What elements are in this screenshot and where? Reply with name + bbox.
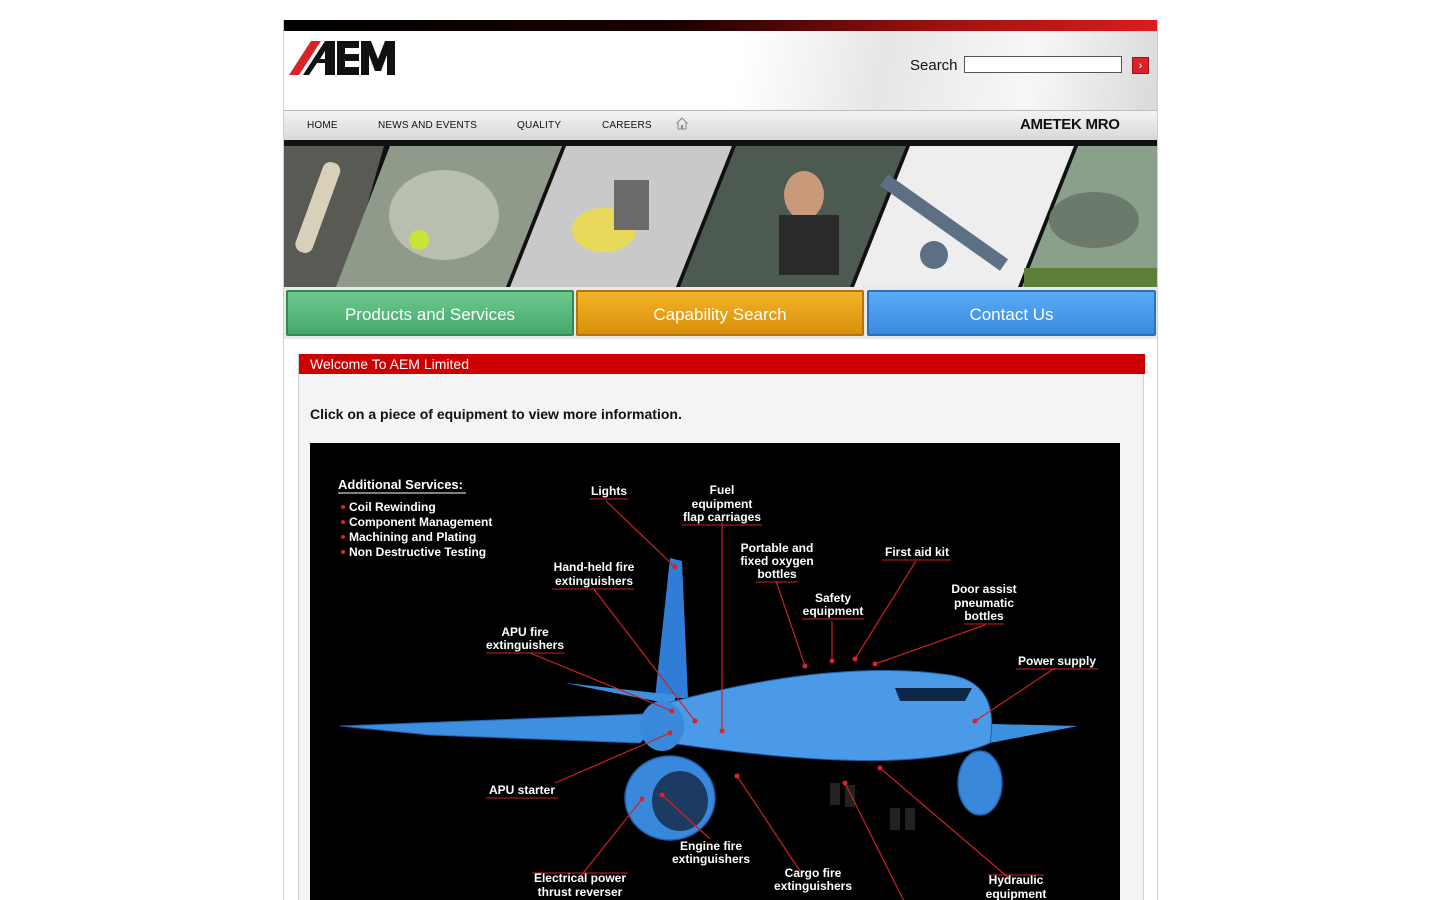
label-fuel-equipment[interactable]: Fuel xyxy=(709,483,735,497)
additional-service-item[interactable]: Non Destructive Testing xyxy=(349,545,487,559)
page-frame xyxy=(283,20,1158,900)
welcome-title: Welcome To AEM Limited xyxy=(299,354,1145,374)
label-oxygen-bottles[interactable]: Portable and xyxy=(740,541,814,555)
nav-careers[interactable]: CAREERS xyxy=(602,120,652,131)
label-cargo-fire-extinguishers[interactable]: Cargo fire xyxy=(784,866,842,880)
label-handheld-fire-extinguishers[interactable]: extinguishers xyxy=(554,574,634,588)
label-engine-fire-extinguishers[interactable]: extinguishers xyxy=(671,852,751,866)
label-engine-fire-extinguishers[interactable]: Engine fire xyxy=(679,839,743,853)
search-label: Search xyxy=(910,57,958,74)
chevron-right-icon: › xyxy=(1138,60,1143,72)
top-nav xyxy=(284,110,1158,140)
capability-search-button[interactable]: Capability Search xyxy=(576,290,864,336)
label-oxygen-bottles[interactable]: bottles xyxy=(757,567,797,581)
search-go-button[interactable] xyxy=(1132,57,1149,74)
label-lights[interactable]: Lights xyxy=(591,484,627,498)
label-door-assist-bottles[interactable]: pneumatic xyxy=(953,596,1015,610)
additional-service-item[interactable]: Coil Rewinding xyxy=(349,500,436,514)
contact-us-button[interactable]: Contact Us xyxy=(867,290,1156,336)
label-door-assist-bottles[interactable]: Door assist xyxy=(951,582,1017,596)
label-oxygen-bottles[interactable]: fixed oxygen xyxy=(740,554,814,568)
aem-logo[interactable] xyxy=(289,41,404,79)
mro-brand-text: MRO xyxy=(1085,116,1120,133)
label-apu-starter[interactable]: APU starter xyxy=(488,783,556,797)
top-gradient-bar xyxy=(284,20,1158,31)
label-fuel-equipment[interactable]: equipment xyxy=(691,497,753,511)
additional-services-title: Additional Services: xyxy=(338,477,463,492)
ametek-mro-brand xyxy=(1020,116,1120,133)
additional-service-item[interactable]: Machining and Plating xyxy=(349,530,477,544)
nav-home[interactable]: HOME xyxy=(307,120,338,131)
label-hydraulic-equipment[interactable]: Hydraulic xyxy=(988,873,1044,887)
label-power-supply[interactable]: Power supply xyxy=(1017,654,1097,668)
label-apu-fire-extinguishers[interactable]: APU fire xyxy=(501,625,549,639)
aircraft-equipment-diagram xyxy=(310,443,1120,900)
main-action-bar xyxy=(284,287,1158,339)
equipment-photo-banner xyxy=(284,140,1158,287)
ametek-brand-text: AMETEK xyxy=(1020,116,1082,133)
label-first-aid-kit[interactable]: First aid kit xyxy=(884,545,950,559)
nav-quality[interactable]: QUALITY xyxy=(517,120,562,131)
instruction-text: Click on a piece of equipment to view more information. xyxy=(310,406,682,422)
content-panel xyxy=(298,354,1144,900)
label-safety-equipment[interactable]: equipment xyxy=(802,604,864,618)
search-input[interactable] xyxy=(964,56,1122,73)
nav-news-and-events[interactable]: NEWS AND EVENTS xyxy=(378,120,478,131)
label-handheld-fire-extinguishers[interactable]: Hand-held fire xyxy=(553,560,635,574)
label-apu-fire-extinguishers[interactable]: extinguishers xyxy=(485,638,565,652)
label-electrical-power-thrust-reverser[interactable]: Electrical power xyxy=(533,871,627,885)
label-safety-equipment[interactable]: Safety xyxy=(814,591,852,605)
header xyxy=(284,31,1158,110)
label-electrical-power-thrust-reverser[interactable]: thrust reverser xyxy=(537,885,623,899)
label-door-assist-bottles[interactable]: bottles xyxy=(964,609,1004,623)
products-and-services-button[interactable]: Products and Services xyxy=(286,290,574,336)
label-fuel-equipment[interactable]: flap carriages xyxy=(682,510,762,524)
house-icon[interactable] xyxy=(676,117,688,131)
additional-service-item[interactable]: Component Management xyxy=(349,515,493,529)
label-hydraulic-equipment[interactable]: equipment xyxy=(985,887,1047,900)
label-cargo-fire-extinguishers[interactable]: extinguishers xyxy=(773,879,853,893)
